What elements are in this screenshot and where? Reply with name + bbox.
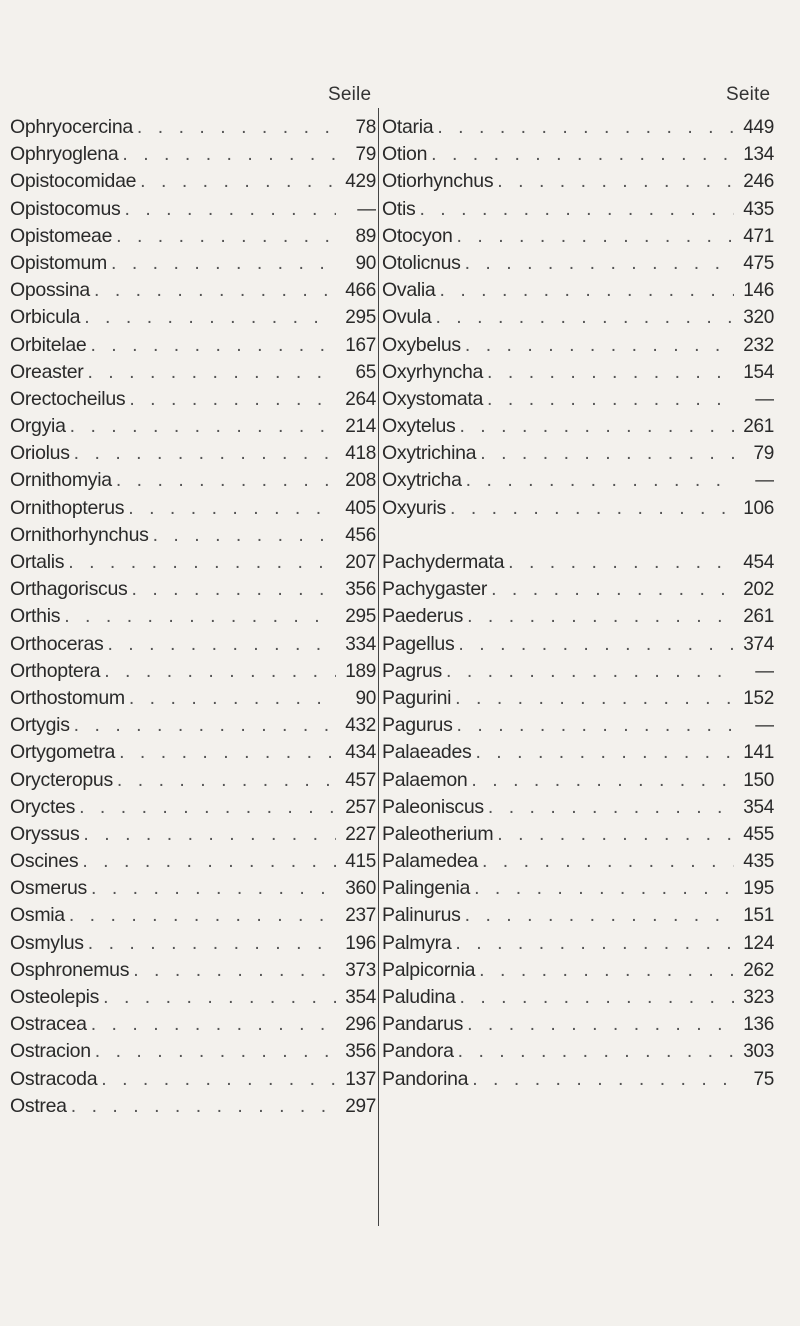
entry-name: Oryctes xyxy=(10,795,76,818)
entry-page-number: 356 xyxy=(345,579,376,601)
index-entry xyxy=(10,821,376,848)
index-entry xyxy=(10,603,376,630)
dot-leader xyxy=(64,549,336,576)
dot-leader xyxy=(463,603,734,630)
entry-name: Paludina xyxy=(382,986,456,1008)
entry-page-number: 106 xyxy=(743,497,774,519)
dot-leader xyxy=(476,440,734,467)
entry-name: Palamedea xyxy=(382,850,478,873)
dot-leader xyxy=(453,712,734,739)
entry-page-number: 455 xyxy=(743,823,774,845)
index-entry xyxy=(382,1066,774,1093)
entry-name: Otolicnus xyxy=(382,251,461,274)
entry-name: Osmia xyxy=(10,904,65,927)
entry-page-number: 262 xyxy=(743,959,774,981)
entry-name: Pagrus xyxy=(382,659,442,682)
entry-name: Ophryoglena xyxy=(10,143,119,166)
dot-leader xyxy=(112,467,336,494)
dot-leader xyxy=(483,386,734,413)
index-entry xyxy=(382,413,774,440)
index-entry xyxy=(10,114,376,141)
index-entry xyxy=(10,386,376,413)
index-entry xyxy=(10,1066,376,1093)
index-entry xyxy=(10,658,376,685)
index-entry xyxy=(382,1011,774,1038)
entry-name: Pandarus xyxy=(382,1013,464,1036)
entry-page-number: 434 xyxy=(345,742,376,764)
entry-page-number: 261 xyxy=(743,416,774,438)
dot-leader xyxy=(463,1011,734,1038)
entry-name: Orycteropus xyxy=(10,768,113,791)
index-entry xyxy=(10,984,376,1011)
entry-name: Orectocheilus xyxy=(10,387,126,410)
index-entry xyxy=(382,223,774,250)
entry-page-number: 295 xyxy=(345,307,376,329)
entry-name: Paleoniscus xyxy=(382,795,484,818)
column-header-right: Seite xyxy=(726,84,771,105)
entry-name: Otaria xyxy=(382,116,434,138)
entry-page-number: 435 xyxy=(743,851,774,873)
entry-name: Paederus xyxy=(382,605,464,628)
entry-page-number: 354 xyxy=(743,796,774,818)
index-entry xyxy=(382,902,774,929)
index-entry xyxy=(10,957,376,984)
dot-leader xyxy=(451,685,734,712)
index-entry xyxy=(382,467,774,494)
entry-name: Ortygis xyxy=(10,714,70,737)
index-entry xyxy=(382,277,774,304)
entry-name: Pachygaster xyxy=(382,578,488,601)
index-entry xyxy=(10,902,376,929)
entry-page-number: 432 xyxy=(345,715,376,737)
index-entry xyxy=(382,739,774,766)
entry-name: Oryssus xyxy=(10,822,80,845)
index-entry xyxy=(382,576,774,603)
index-entry xyxy=(382,875,774,902)
index-entry xyxy=(10,467,376,494)
index-entry xyxy=(10,549,376,576)
entry-page-number: 257 xyxy=(345,796,376,818)
index-entry xyxy=(382,304,774,331)
entry-name: Osmerus xyxy=(10,877,87,900)
dot-leader xyxy=(118,141,336,168)
entry-name: Oriolus xyxy=(10,442,70,465)
index-entry xyxy=(10,1093,376,1120)
index-entry xyxy=(382,930,774,957)
entry-name: Oxybelus xyxy=(382,333,461,356)
dot-leader xyxy=(435,277,734,304)
entry-name: Ostracea xyxy=(10,1013,87,1036)
dot-leader xyxy=(454,631,734,658)
entry-page-number: 264 xyxy=(345,388,376,410)
dot-leader xyxy=(129,957,336,984)
entry-name: Ovula xyxy=(382,306,432,329)
entry-page-number: 137 xyxy=(345,1068,376,1090)
entry-name: Ophryocercina xyxy=(10,116,133,138)
entry-name: Oxystomata xyxy=(382,387,484,410)
entry-name: Ostrea xyxy=(10,1094,67,1117)
entry-name: Otiorhynchus xyxy=(382,170,494,193)
dot-leader xyxy=(60,603,336,630)
entry-page-number: 227 xyxy=(345,823,376,845)
index-entry xyxy=(382,141,774,168)
dot-leader xyxy=(504,549,734,576)
entry-name: Opistomeae xyxy=(10,224,113,247)
entry-page-number: 195 xyxy=(743,878,774,900)
dot-leader xyxy=(79,821,336,848)
entry-page-number: 475 xyxy=(743,252,774,274)
entry-page-number: 79 xyxy=(753,443,774,465)
entry-page-number: 454 xyxy=(743,552,774,573)
entry-name: Oxyrhyncha xyxy=(382,360,484,383)
dot-leader xyxy=(461,250,734,277)
index-entry xyxy=(382,821,774,848)
dot-leader xyxy=(133,114,336,141)
index-entry xyxy=(382,386,774,413)
dot-leader xyxy=(442,658,734,685)
index-entry xyxy=(10,712,376,739)
entry-name: Pandora xyxy=(382,1040,454,1063)
entry-page-number: 202 xyxy=(743,579,774,601)
dot-leader xyxy=(493,168,734,195)
dot-leader xyxy=(431,304,734,331)
dot-leader xyxy=(475,957,734,984)
dot-leader xyxy=(99,984,336,1011)
entry-name: Palpicornia xyxy=(382,958,476,981)
entry-page-number: 415 xyxy=(345,851,376,873)
entry-name: Orthagoriscus xyxy=(10,578,128,601)
dot-leader xyxy=(136,168,336,195)
entry-page-number: 373 xyxy=(345,959,376,981)
entry-page-number: 354 xyxy=(345,987,376,1008)
entry-name: Orthoptera xyxy=(10,659,101,682)
dot-leader xyxy=(90,277,336,304)
entry-name: Opistocomus xyxy=(10,197,121,220)
index-entry xyxy=(382,495,774,522)
dot-leader xyxy=(493,821,734,848)
dot-leader xyxy=(467,767,734,794)
entry-name: Oxyuris xyxy=(382,496,446,519)
dot-leader xyxy=(453,223,734,250)
entry-name: Osmylus xyxy=(10,931,84,954)
index-entry xyxy=(382,168,774,195)
dot-leader xyxy=(65,902,336,929)
index-entry xyxy=(382,549,774,576)
entry-page-number: 360 xyxy=(345,878,376,900)
entry-name: Pagellus xyxy=(382,632,455,655)
entry-name: Osteolepis xyxy=(10,986,100,1008)
dot-leader xyxy=(451,930,734,957)
dot-leader xyxy=(112,223,336,250)
entry-name: Otocyon xyxy=(382,224,453,247)
entry-name: Oreaster xyxy=(10,360,84,383)
index-entry xyxy=(382,359,774,386)
entry-page-number: 457 xyxy=(345,769,376,791)
entry-page-number: 303 xyxy=(743,1041,774,1063)
entry-name: Orthis xyxy=(10,605,61,628)
entry-page-number: — xyxy=(357,198,376,220)
index-entry xyxy=(382,1038,774,1065)
dot-leader xyxy=(80,304,336,331)
entry-name: Orbicula xyxy=(10,306,81,329)
entry-page-number: 449 xyxy=(743,117,774,138)
index-entry xyxy=(10,848,376,875)
entry-page-number: 141 xyxy=(743,742,774,764)
dot-leader xyxy=(115,739,336,766)
index-entry xyxy=(10,930,376,957)
entry-page-number: 435 xyxy=(743,198,774,220)
entry-name: Ornithopterus xyxy=(10,496,125,519)
entry-name: Palmyra xyxy=(382,931,452,954)
entry-page-number: 75 xyxy=(753,1068,774,1090)
index-column-right xyxy=(382,114,774,1093)
entry-page-number: 136 xyxy=(743,1014,774,1036)
dot-leader xyxy=(67,1093,336,1120)
index-entry xyxy=(382,712,774,739)
index-entry xyxy=(10,875,376,902)
index-entry xyxy=(382,440,774,467)
entry-page-number: 356 xyxy=(345,1041,376,1063)
dot-leader xyxy=(86,332,336,359)
entry-name: Oxytricha xyxy=(382,469,462,492)
entry-name: Orbitelae xyxy=(10,333,87,356)
entry-page-number: — xyxy=(755,715,774,737)
entry-name: Pachydermata xyxy=(382,551,505,573)
dot-leader xyxy=(462,467,734,494)
dot-leader xyxy=(103,631,336,658)
index-entry xyxy=(10,304,376,331)
index-entry xyxy=(10,413,376,440)
entry-page-number: 154 xyxy=(743,361,774,383)
dot-leader xyxy=(487,576,734,603)
entry-name: Ostracion xyxy=(10,1040,91,1063)
entry-page-number: 90 xyxy=(355,252,376,274)
dot-leader xyxy=(484,794,734,821)
entry-page-number: 78 xyxy=(355,117,376,138)
column-header-left: Seile xyxy=(328,84,372,105)
entry-page-number: 134 xyxy=(743,144,774,166)
entry-page-number: 151 xyxy=(743,905,774,927)
entry-page-number: 297 xyxy=(345,1095,376,1117)
entry-name: Orthoceras xyxy=(10,632,104,655)
index-entry xyxy=(10,168,376,195)
dot-leader xyxy=(127,576,336,603)
index-entry xyxy=(382,631,774,658)
entry-page-number: — xyxy=(755,388,774,410)
index-entry xyxy=(10,277,376,304)
dot-leader xyxy=(470,875,734,902)
entry-name: Ortygometra xyxy=(10,741,116,764)
dot-leader xyxy=(121,196,337,223)
entry-page-number: 334 xyxy=(345,633,376,655)
entry-name: Ovalia xyxy=(382,279,436,302)
entry-name: Ornithomyia xyxy=(10,469,112,492)
index-entry xyxy=(10,196,376,223)
index-entry xyxy=(382,848,774,875)
dot-leader xyxy=(446,495,734,522)
dot-leader xyxy=(113,767,336,794)
entry-name: Osphronemus xyxy=(10,958,130,981)
dot-leader xyxy=(455,413,734,440)
index-entry xyxy=(10,495,376,522)
entry-page-number: 405 xyxy=(345,497,376,519)
entry-page-number: 456 xyxy=(345,524,376,546)
index-entry xyxy=(10,685,376,712)
index-entry xyxy=(10,576,376,603)
entry-page-number: 65 xyxy=(355,361,376,383)
index-entry xyxy=(10,631,376,658)
dot-leader xyxy=(478,848,734,875)
entry-page-number: 79 xyxy=(355,144,376,166)
dot-leader xyxy=(125,386,336,413)
entry-page-number: 150 xyxy=(743,769,774,791)
entry-page-number: 207 xyxy=(345,552,376,573)
entry-page-number: 323 xyxy=(743,987,774,1008)
dot-leader xyxy=(483,359,734,386)
index-entry xyxy=(10,440,376,467)
entry-name: Otion xyxy=(382,143,428,166)
entry-name: Palaemon xyxy=(382,768,468,791)
dot-leader xyxy=(97,1066,336,1093)
entry-page-number: 471 xyxy=(743,225,774,247)
entry-page-number: 189 xyxy=(345,660,376,682)
entry-page-number: 418 xyxy=(345,443,376,465)
entry-page-number: 196 xyxy=(345,932,376,954)
dot-leader xyxy=(415,196,734,223)
dot-leader xyxy=(461,902,734,929)
index-entry xyxy=(10,141,376,168)
dot-leader xyxy=(87,875,336,902)
entry-name: Opistocomidae xyxy=(10,170,137,193)
dot-leader xyxy=(78,848,336,875)
entry-name: Ortalis xyxy=(10,551,65,573)
dot-leader xyxy=(84,930,336,957)
entry-name: Opossina xyxy=(10,279,90,302)
entry-name: Ornithorhynchus xyxy=(10,523,149,546)
entry-name: Opistomum xyxy=(10,251,107,274)
entry-page-number: 208 xyxy=(345,470,376,492)
entry-page-number: 232 xyxy=(743,334,774,356)
entry-name: Pagurini xyxy=(382,686,452,709)
dot-leader xyxy=(427,141,734,168)
entry-page-number: 320 xyxy=(743,307,774,329)
index-entry xyxy=(10,739,376,766)
dot-leader xyxy=(456,984,735,1011)
dot-leader xyxy=(70,440,336,467)
dot-leader xyxy=(70,712,336,739)
dot-leader xyxy=(66,413,336,440)
dot-leader xyxy=(468,1066,734,1093)
entry-name: Palinurus xyxy=(382,904,461,927)
dot-leader xyxy=(461,332,734,359)
index-entry xyxy=(382,794,774,821)
index-entry xyxy=(10,250,376,277)
dot-leader xyxy=(125,685,336,712)
index-entry xyxy=(382,196,774,223)
entry-name: Palingenia xyxy=(382,877,471,900)
entry-name: Pandorina xyxy=(382,1067,469,1090)
column-divider xyxy=(378,108,379,1226)
dot-leader xyxy=(107,250,336,277)
entry-name: Oxytrichina xyxy=(382,442,477,465)
entry-page-number: 466 xyxy=(345,280,376,302)
entry-page-number: 89 xyxy=(355,225,376,247)
entry-page-number: 237 xyxy=(345,905,376,927)
index-entry xyxy=(10,522,376,549)
entry-name: Oscines xyxy=(10,850,79,873)
entry-page-number: 146 xyxy=(743,280,774,302)
dot-leader xyxy=(454,1038,734,1065)
entry-name: Orgyia xyxy=(10,415,66,438)
entry-page-number: 246 xyxy=(743,171,774,193)
entry-page-number: — xyxy=(755,660,774,682)
entry-name: Palaeades xyxy=(382,741,472,764)
entry-page-number: 214 xyxy=(345,416,376,438)
index-entry xyxy=(382,685,774,712)
dot-leader xyxy=(91,1038,336,1065)
entry-name: Orthostomum xyxy=(10,686,125,709)
dot-leader xyxy=(100,658,336,685)
entry-name: Oxytelus xyxy=(382,415,456,438)
entry-page-number: 167 xyxy=(345,334,376,356)
index-entry xyxy=(10,359,376,386)
index-entry xyxy=(10,794,376,821)
entry-page-number: 295 xyxy=(345,606,376,628)
index-entry xyxy=(382,984,774,1011)
entry-page-number: 374 xyxy=(743,633,774,655)
entry-page-number: — xyxy=(755,470,774,492)
entry-name: Paleotherium xyxy=(382,822,494,845)
dot-leader xyxy=(124,495,336,522)
index-entry xyxy=(10,332,376,359)
index-entry xyxy=(382,114,774,141)
entry-page-number: 261 xyxy=(743,606,774,628)
index-entry xyxy=(10,767,376,794)
index-entry xyxy=(10,1011,376,1038)
entry-page-number: 429 xyxy=(345,171,376,193)
index-entry xyxy=(382,767,774,794)
dot-leader xyxy=(471,739,734,766)
index-entry xyxy=(10,1038,376,1065)
dot-leader xyxy=(75,794,336,821)
index-entry xyxy=(382,250,774,277)
entry-name: Ostracoda xyxy=(10,1067,98,1090)
dot-leader xyxy=(87,1011,336,1038)
index-entry xyxy=(382,658,774,685)
dot-leader xyxy=(149,522,336,549)
entry-page-number: 124 xyxy=(743,932,774,954)
index-entry xyxy=(382,957,774,984)
dot-leader xyxy=(83,359,336,386)
entry-name: Otis xyxy=(382,197,416,220)
dot-leader xyxy=(433,114,734,141)
entry-page-number: 152 xyxy=(743,687,774,709)
entry-name: Pagurus xyxy=(382,714,453,737)
entry-page-number: 90 xyxy=(355,687,376,709)
index-entry xyxy=(10,223,376,250)
index-column-left xyxy=(10,114,376,1120)
entry-page-number: 296 xyxy=(345,1014,376,1036)
index-entry xyxy=(382,332,774,359)
index-entry xyxy=(382,603,774,630)
